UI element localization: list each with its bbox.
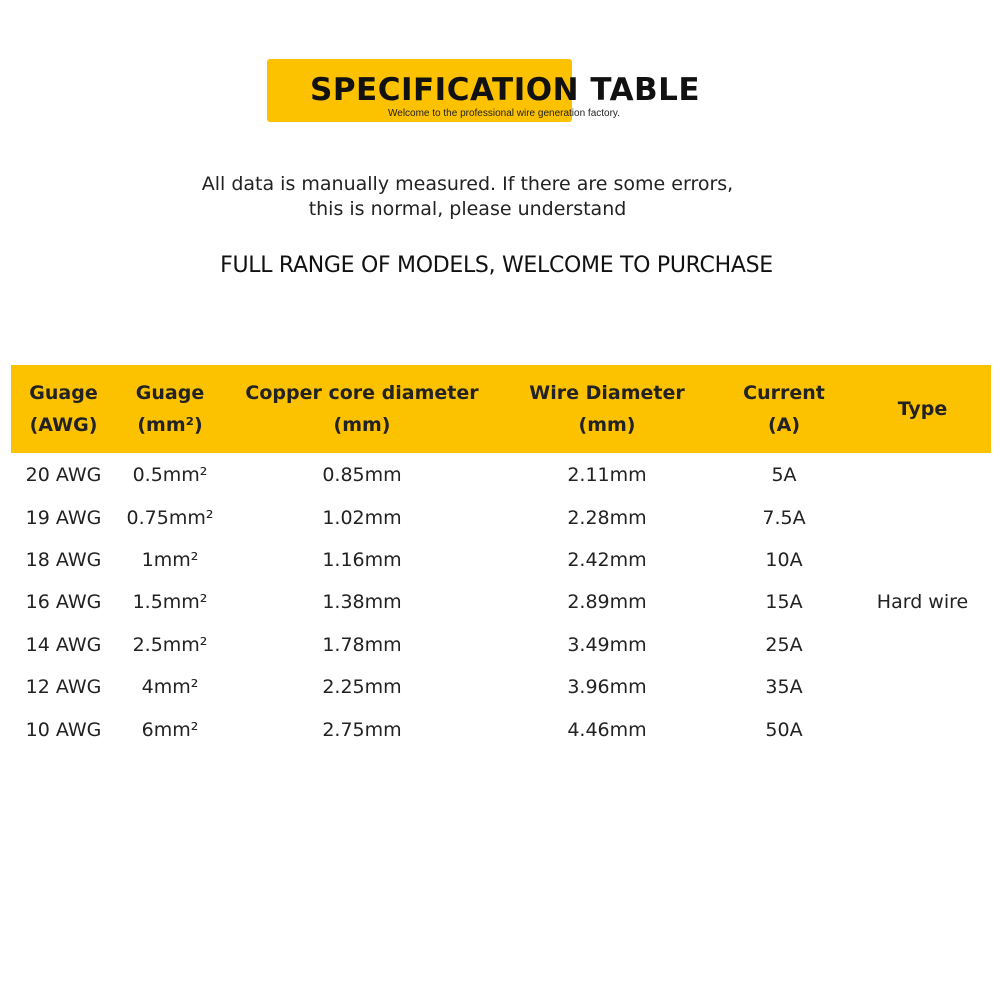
section-headline: FULL RANGE OF MODELS, WELCOME TO PURCHASE (220, 253, 773, 278)
cell-gauge-mm2: 0.75mm² (126, 506, 214, 529)
cell-copper-core-diameter: 1.02mm (322, 506, 402, 529)
cell-current: 10A (765, 548, 803, 571)
table-header (11, 365, 991, 453)
table-row (11, 453, 991, 496)
disclaimer-line-2: this is normal, please understand (308, 198, 627, 220)
cell-copper-core-diameter: 0.85mm (322, 464, 402, 487)
cell-copper-core-diameter: 1.78mm (322, 633, 402, 656)
table-row (11, 708, 991, 750)
cell-wire-diameter: 4.46mm (567, 718, 647, 741)
cell-wire-diameter: 3.96mm (567, 676, 647, 699)
column-header-wire-diameter: Wire Diameter (mm) (500, 365, 714, 453)
table-row (11, 581, 991, 623)
table-header-row (11, 365, 991, 453)
column-header-copper-core-diameter: Copper core diameter (mm) (224, 365, 500, 453)
cell-current: 35A (765, 676, 803, 699)
cell-wire-diameter: 2.89mm (567, 591, 647, 614)
disclaimer-line-1: All data is manually measured. If there are some errors, (201, 173, 734, 195)
cell-copper-core-diameter: 2.75mm (322, 718, 402, 741)
title-block (0, 0, 1000, 140)
cell-copper-core-diameter: 1.38mm (322, 591, 402, 614)
cell-current: 7.5A (762, 506, 806, 529)
cell-copper-core-diameter: 1.16mm (322, 548, 402, 571)
cell-gauge-mm2: 2.5mm² (132, 633, 208, 656)
cell-type: Hard wire (876, 591, 969, 614)
cell-gauge-awg: 20 AWG (25, 464, 102, 487)
cell-gauge-awg: 18 AWG (25, 548, 102, 571)
cell-gauge-awg: 19 AWG (25, 506, 102, 529)
column-header-type: Type (854, 365, 991, 453)
cell-wire-diameter: 2.28mm (567, 506, 647, 529)
page-title: SPECIFICATION TABLE (310, 72, 701, 108)
cell-gauge-awg: 12 AWG (25, 676, 102, 699)
cell-gauge-mm2: 1mm² (141, 548, 199, 571)
cell-current: 15A (765, 591, 803, 614)
cell-gauge-mm2: 4mm² (141, 676, 199, 699)
specification-table (11, 365, 991, 751)
table-row (11, 496, 991, 538)
cell-wire-diameter: 3.49mm (567, 633, 647, 656)
column-header-gauge-awg: Guage (AWG) (11, 365, 116, 453)
cell-gauge-mm2: 0.5mm² (132, 464, 208, 487)
table-row (11, 539, 991, 581)
cell-wire-diameter: 2.11mm (567, 464, 647, 487)
page-tagline: Welcome to the professional wire generation factory. (388, 108, 620, 119)
cell-wire-diameter: 2.42mm (567, 548, 647, 571)
column-header-current: Current (A) (714, 365, 854, 453)
cell-current: 5A (771, 464, 797, 487)
disclaimer (0, 172, 935, 222)
column-header-gauge-mm2: Guage (mm²) (116, 365, 224, 453)
cell-current: 50A (765, 718, 803, 741)
cell-gauge-awg: 16 AWG (25, 591, 102, 614)
table-body (11, 453, 991, 751)
cell-gauge-mm2: 6mm² (141, 718, 199, 741)
table-row (11, 624, 991, 666)
cell-gauge-mm2: 1.5mm² (132, 591, 208, 614)
cell-gauge-awg: 10 AWG (25, 718, 102, 741)
table-row (11, 666, 991, 708)
cell-gauge-awg: 14 AWG (25, 633, 102, 656)
cell-current: 25A (765, 633, 803, 656)
cell-copper-core-diameter: 2.25mm (322, 676, 402, 699)
